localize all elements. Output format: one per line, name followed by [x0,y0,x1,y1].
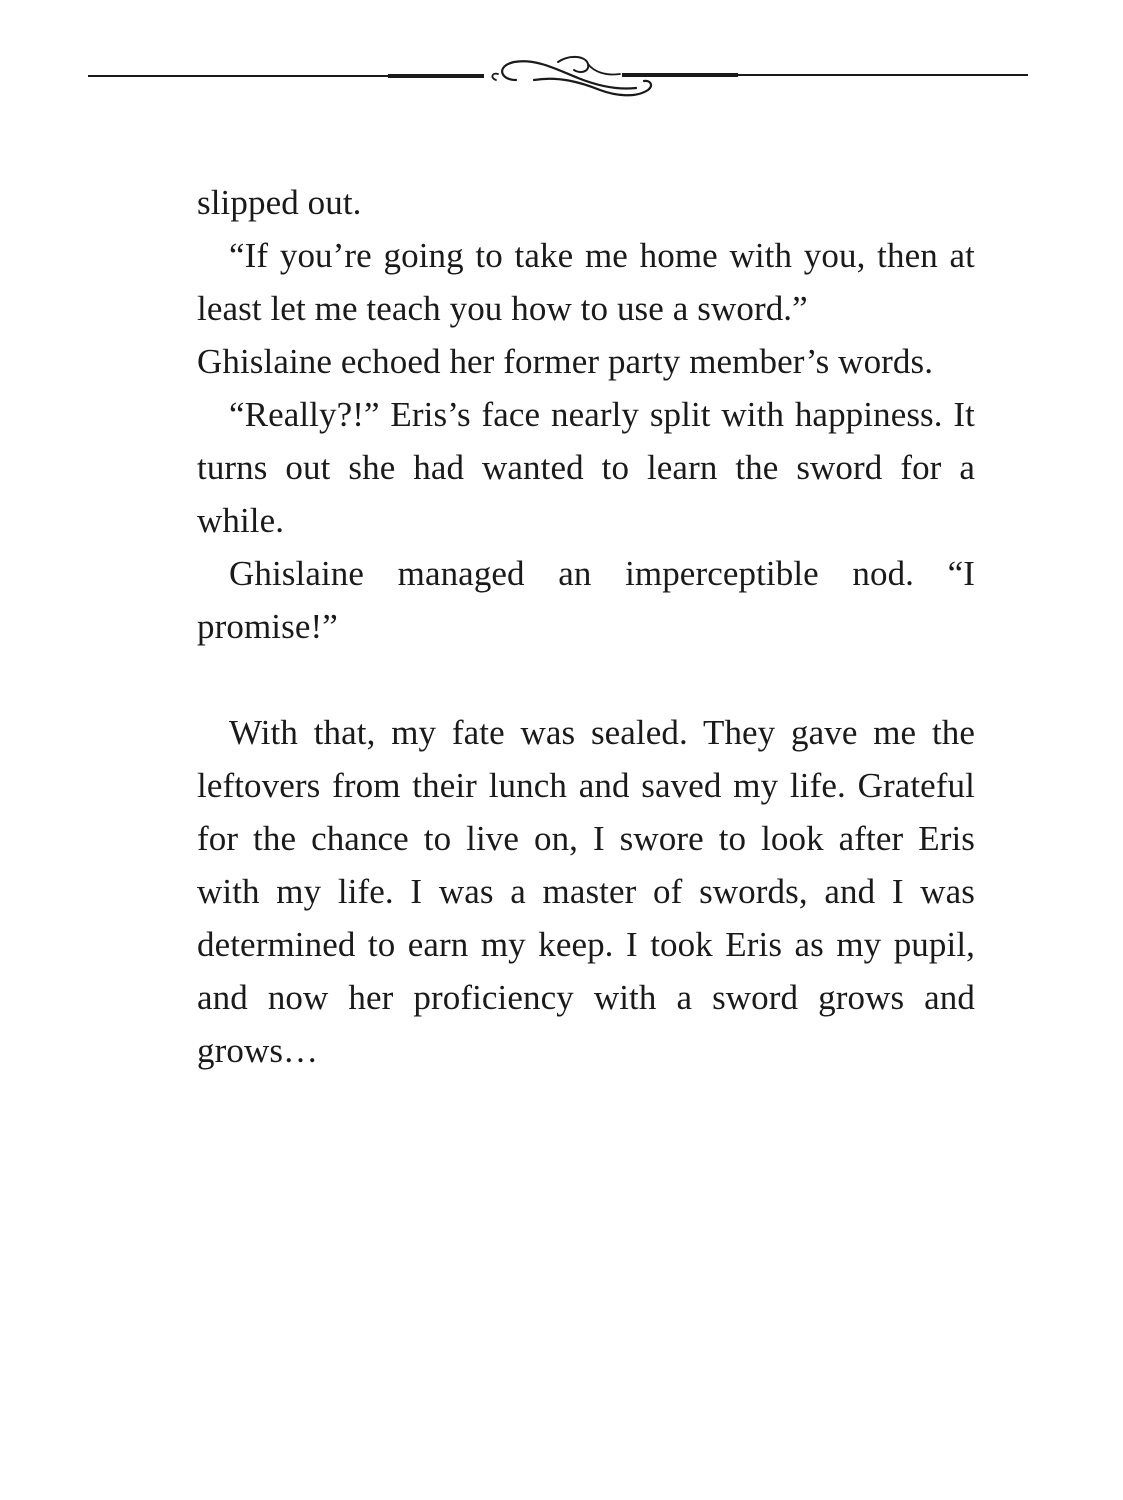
paragraph: “If you’re going to take me home with you, then at least let me teach you how to use a sword.” [197,236,975,328]
paragraph: Ghislaine managed an imperceptible nod. “I promise!” [197,554,975,646]
paragraph: slipped out. [197,183,362,222]
paragraph: Ghislaine echoed her former party member’s words. [197,342,934,381]
paragraph: With that, my fate was sealed. They gave me the leftovers from their lunch and saved my life. Grateful for the chance to live on, I swore to look after Eris with my life. I was a master of swords, and I was determined to earn my keep. I took Eris as my pupil, and now her proficiency with a sword grows and grows… [197,713,975,1070]
header-flourish-divider [88,50,1028,106]
flourish-divider-icon [88,50,1028,106]
paragraph: “Really?!” Eris’s face nearly split with happiness. It turns out she had wanted to learn the sword for a while. [197,395,975,540]
body-text [197,176,975,1077]
